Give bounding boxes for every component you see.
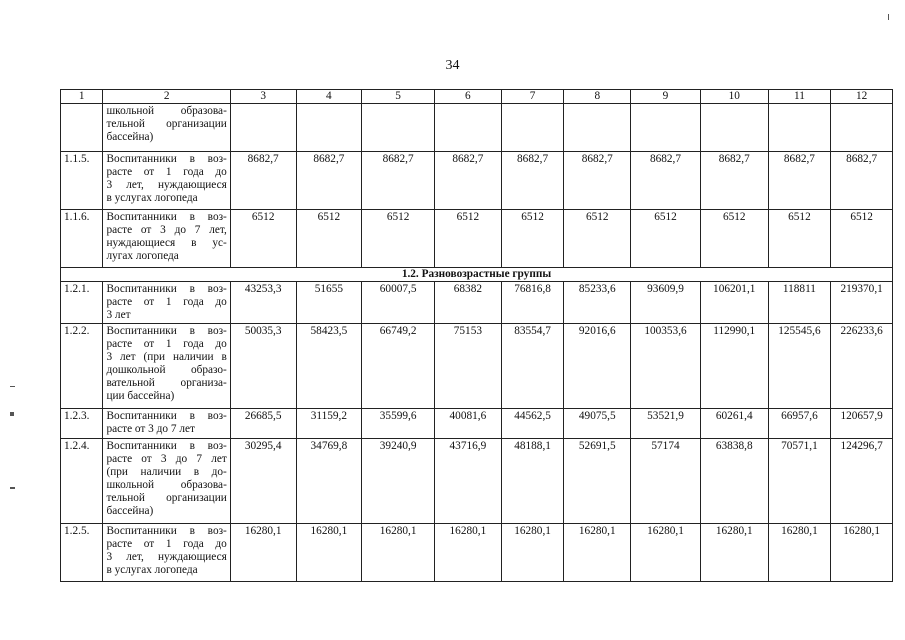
row-code: 1.2.5. [61, 524, 103, 582]
description-line: Воспитанники в воз- [106, 153, 227, 165]
description-line: школьной образова- [106, 479, 227, 491]
value-cell: 8682,7 [831, 152, 893, 210]
row-description [103, 324, 230, 409]
value-cell: 6512 [501, 210, 564, 268]
description-line: школьной образова- [106, 105, 227, 117]
header-cell: 2 [103, 90, 230, 104]
value-cell [564, 104, 631, 152]
value-cell: 120657,9 [831, 409, 893, 439]
table-row [61, 409, 893, 439]
description-line: расте от 3 до 7 лет, [106, 224, 227, 236]
value-cell: 40081,6 [435, 409, 502, 439]
value-cell: 226233,6 [831, 324, 893, 409]
value-cell: 92016,6 [564, 324, 631, 409]
value-cell [230, 104, 296, 152]
table-row [61, 524, 893, 582]
value-cell: 8682,7 [700, 152, 768, 210]
value-cell: 93609,9 [631, 282, 701, 324]
section-title: 1.2. Разновозрастные группы [61, 268, 893, 282]
value-cell: 125545,6 [768, 324, 831, 409]
description-line: расте от 3 до 7 лет [106, 453, 227, 465]
description-line: бассейна) [106, 131, 154, 143]
description-line: 3 лет, нуждающиеся [106, 179, 227, 191]
value-cell [768, 104, 831, 152]
header-cell: 3 [230, 90, 296, 104]
row-code: 1.1.5. [61, 152, 103, 210]
description-line: 3 лет, нуждающиеся [106, 551, 227, 563]
value-cell: 124296,7 [831, 439, 893, 524]
value-cell: 8682,7 [296, 152, 362, 210]
value-cell: 16280,1 [631, 524, 701, 582]
description-line: тельной организации [106, 492, 227, 504]
value-cell: 51655 [296, 282, 362, 324]
description-line: расте от 3 до 7 лет [106, 423, 195, 435]
value-cell: 16280,1 [831, 524, 893, 582]
value-cell: 43716,9 [435, 439, 502, 524]
value-cell: 16280,1 [768, 524, 831, 582]
value-cell: 39240,9 [362, 439, 435, 524]
value-cell: 43253,3 [230, 282, 296, 324]
value-cell: 8682,7 [435, 152, 502, 210]
scan-mark [10, 487, 15, 489]
description-line: Воспитанники в воз- [106, 325, 227, 337]
table-header-row [61, 90, 893, 104]
row-code [61, 104, 103, 152]
value-cell: 16280,1 [501, 524, 564, 582]
value-cell: 35599,6 [362, 409, 435, 439]
value-cell: 8682,7 [631, 152, 701, 210]
value-cell: 53521,9 [631, 409, 701, 439]
value-cell: 16280,1 [296, 524, 362, 582]
header-cell: 12 [831, 90, 893, 104]
value-cell: 112990,1 [700, 324, 768, 409]
description-line: Воспитанники в воз- [106, 525, 227, 537]
value-cell [501, 104, 564, 152]
description-line: Воспитанники в воз- [106, 410, 227, 422]
value-cell: 63838,8 [700, 439, 768, 524]
value-cell: 16280,1 [564, 524, 631, 582]
header-cell: 4 [296, 90, 362, 104]
table-row [61, 439, 893, 524]
header-cell: 1 [61, 90, 103, 104]
value-cell: 106201,1 [700, 282, 768, 324]
value-cell: 100353,6 [631, 324, 701, 409]
description-line: вательной организа- [106, 377, 227, 389]
value-cell [435, 104, 502, 152]
header-cell: 5 [362, 90, 435, 104]
value-cell: 68382 [435, 282, 502, 324]
description-line: лугах логопеда [106, 250, 179, 262]
row-description [103, 152, 230, 210]
value-cell [362, 104, 435, 152]
description-line: ции бассейна) [106, 390, 175, 402]
section-row [61, 268, 893, 282]
value-cell: 16280,1 [700, 524, 768, 582]
value-cell: 66957,6 [768, 409, 831, 439]
table-row [61, 324, 893, 409]
value-cell: 8682,7 [501, 152, 564, 210]
scan-mark [888, 14, 889, 20]
value-cell: 8682,7 [564, 152, 631, 210]
row-description [103, 439, 230, 524]
value-cell: 6512 [768, 210, 831, 268]
row-code: 1.2.2. [61, 324, 103, 409]
row-description [103, 282, 230, 324]
value-cell: 30295,4 [230, 439, 296, 524]
description-line: расте от 1 года до [106, 296, 227, 308]
header-cell: 11 [768, 90, 831, 104]
table-row [61, 104, 893, 152]
scan-mark [10, 412, 14, 416]
value-cell: 70571,1 [768, 439, 831, 524]
value-cell [831, 104, 893, 152]
value-cell: 57174 [631, 439, 701, 524]
scan-mark [10, 386, 15, 387]
value-cell: 52691,5 [564, 439, 631, 524]
value-cell: 6512 [631, 210, 701, 268]
value-cell: 6512 [435, 210, 502, 268]
value-cell: 6512 [296, 210, 362, 268]
value-cell: 16280,1 [230, 524, 296, 582]
row-description [103, 104, 230, 152]
description-line: 3 лет (при наличии в [106, 351, 227, 363]
value-cell: 49075,5 [564, 409, 631, 439]
table-row [61, 152, 893, 210]
value-cell: 58423,5 [296, 324, 362, 409]
value-cell: 34769,8 [296, 439, 362, 524]
value-cell: 6512 [831, 210, 893, 268]
value-cell [296, 104, 362, 152]
row-code: 1.1.6. [61, 210, 103, 268]
description-line: расте от 1 года до [106, 338, 227, 350]
description-line: в услугах логопеда [106, 564, 198, 576]
row-description [103, 409, 230, 439]
tariff-table [60, 89, 893, 582]
value-cell: 6512 [564, 210, 631, 268]
value-cell: 16280,1 [362, 524, 435, 582]
value-cell: 76816,8 [501, 282, 564, 324]
value-cell [631, 104, 701, 152]
description-line: расте от 1 года до [106, 538, 227, 550]
value-cell: 6512 [362, 210, 435, 268]
header-cell: 6 [435, 90, 502, 104]
description-line: (при наличии в до- [106, 466, 227, 478]
description-line: 3 лет [106, 309, 131, 321]
value-cell: 31159,2 [296, 409, 362, 439]
row-description [103, 524, 230, 582]
value-cell: 8682,7 [230, 152, 296, 210]
row-description [103, 210, 230, 268]
page-number: 34 [445, 58, 460, 73]
description-line: бассейна) [106, 505, 154, 517]
description-line: Воспитанники в воз- [106, 211, 227, 223]
value-cell: 219370,1 [831, 282, 893, 324]
value-cell: 50035,3 [230, 324, 296, 409]
header-cell: 9 [631, 90, 701, 104]
description-line: тельной организации [106, 118, 227, 130]
value-cell: 8682,7 [362, 152, 435, 210]
value-cell: 8682,7 [768, 152, 831, 210]
description-line: в услугах логопеда [106, 192, 198, 204]
value-cell: 66749,2 [362, 324, 435, 409]
value-cell: 60007,5 [362, 282, 435, 324]
header-cell: 8 [564, 90, 631, 104]
value-cell: 83554,7 [501, 324, 564, 409]
value-cell: 26685,5 [230, 409, 296, 439]
value-cell: 118811 [768, 282, 831, 324]
description-line: Воспитанники в воз- [106, 283, 227, 295]
description-line: Воспитанники в воз- [106, 440, 227, 452]
table-row [61, 210, 893, 268]
value-cell: 44562,5 [501, 409, 564, 439]
row-code: 1.2.1. [61, 282, 103, 324]
value-cell: 6512 [700, 210, 768, 268]
value-cell: 75153 [435, 324, 502, 409]
row-code: 1.2.3. [61, 409, 103, 439]
description-line: расте от 1 года до [106, 166, 227, 178]
header-cell: 10 [700, 90, 768, 104]
value-cell [700, 104, 768, 152]
description-line: нуждающиеся в ус- [106, 237, 227, 249]
table-row [61, 282, 893, 324]
value-cell: 6512 [230, 210, 296, 268]
row-code: 1.2.4. [61, 439, 103, 524]
description-line: дошкольной образо- [106, 364, 227, 376]
value-cell: 16280,1 [435, 524, 502, 582]
value-cell: 48188,1 [501, 439, 564, 524]
header-cell: 7 [501, 90, 564, 104]
value-cell: 85233,6 [564, 282, 631, 324]
value-cell: 60261,4 [700, 409, 768, 439]
